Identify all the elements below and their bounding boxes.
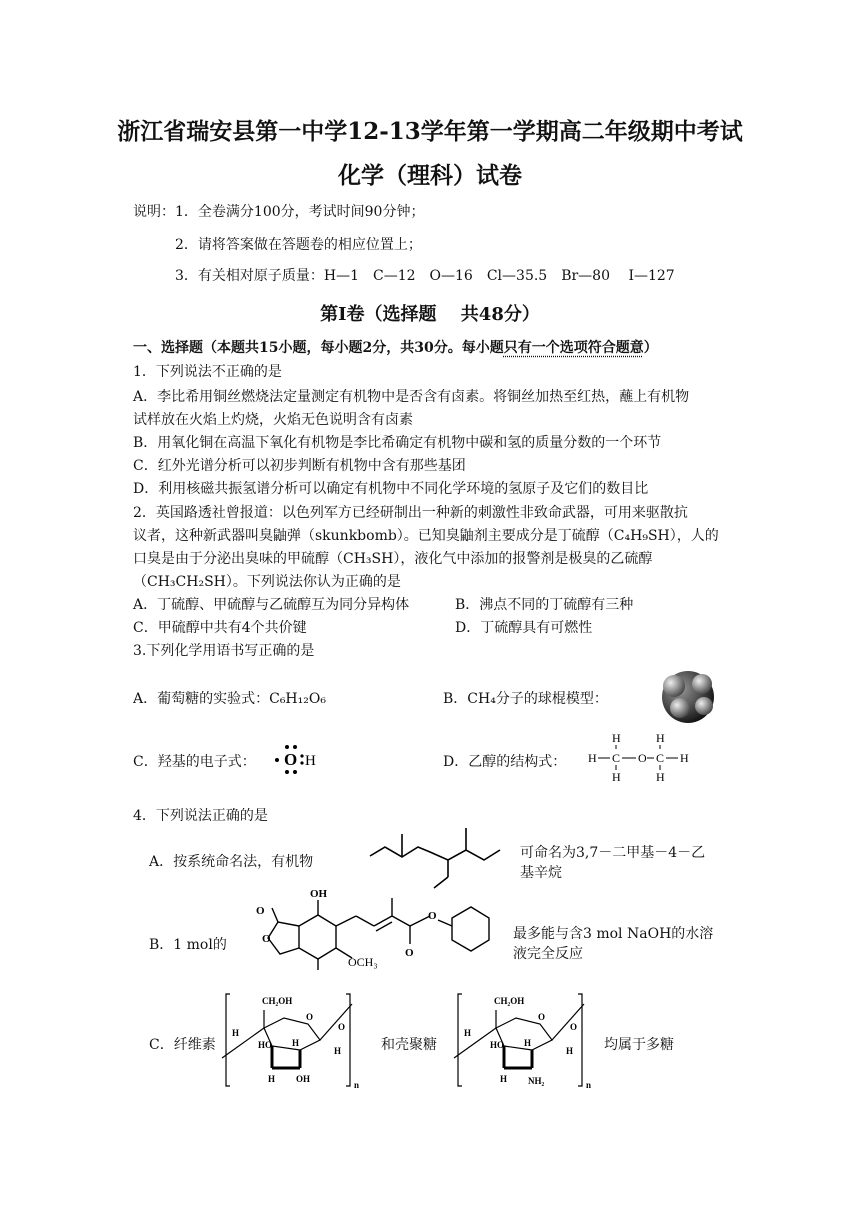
q1-line: 试样放在火焰上灼烧，火焰无色说明含有卤素	[133, 412, 413, 428]
atom-h: H	[292, 1038, 300, 1048]
q3-option-c: C．羟基的电子式：	[133, 754, 256, 770]
atom-o: O	[638, 751, 647, 765]
q3-stem: 3.下列化学用语书写正确的是	[133, 643, 315, 659]
atom-h: H	[612, 731, 621, 745]
carbonyl-o-label: O	[256, 905, 265, 917]
q4-option-b-pre: B．1 mol的	[149, 937, 227, 953]
atom-h: H	[524, 1038, 532, 1048]
part1-header-emphasis: 只有一个选项符合题意	[503, 340, 644, 356]
ester-carbonyl-o-label: O	[405, 947, 414, 959]
q4-option-a-pre: A．按系统命名法，有机物	[149, 854, 314, 870]
section-title: 第Ⅰ卷（选择题 共48分）	[320, 304, 540, 325]
atom-c: C	[612, 751, 621, 765]
atom-h: H	[500, 1074, 508, 1084]
note-1: 说明：1．全卷满分100分，考试时间90分钟；	[133, 204, 425, 220]
och3-label: OCH₃	[348, 955, 378, 969]
atom-h: H	[334, 1046, 342, 1056]
ethanol-structure	[582, 728, 692, 786]
q2-option-c: C．甲硫醇中共有4个共价键	[133, 620, 307, 636]
ring-o-label: O	[306, 1012, 314, 1022]
exam-subtitle: 化学（理科）试卷	[338, 162, 522, 189]
q2-line: 2．英国路透社曾报道：以色列军方已经研制出一种新的刺激性非致命武器，可用来驱散抗	[133, 505, 688, 521]
chitosan-structure	[448, 990, 598, 1090]
q1-stem: 1．下列说法不正确的是	[133, 364, 282, 380]
q4-option-b-post: 最多能与含3 mol NaOH的水溶	[513, 926, 714, 942]
part1-header-a: 一、选择题（本题共15小题，每小题2分，共30分。每小题	[133, 340, 504, 356]
q2-line: （CH₃CH₂SH）。下列说法你认为正确的是	[133, 574, 401, 590]
alkane-skeletal-formula	[366, 822, 506, 894]
q4-stem: 4．下列说法正确的是	[133, 808, 268, 824]
subscript-n: n	[586, 1080, 592, 1090]
q1-line: A．李比希用铜丝燃烧法定量测定有机物中是否含有卤素。将铜丝加热至红热，蘸上有机物	[133, 389, 690, 405]
q2-line: 口臭是由于分泌出臭味的甲硫醇（CH₃SH），液化气中添加的报警剂是极臭的乙硫醇	[133, 551, 653, 567]
q4-option-c-pre: C．纤维素	[149, 1037, 216, 1053]
atom-c: C	[656, 751, 665, 765]
oh-label: OH	[296, 1074, 311, 1084]
q1-line: B．用氧化铜在高温下氧化有机物是李比希确定有机物中碳和氢的质量分数的一个环节	[133, 435, 662, 451]
ester-compound-structure	[244, 886, 504, 970]
ring-o-label: O	[538, 1012, 546, 1022]
atom-h: H	[612, 770, 621, 784]
subscript-n: n	[354, 1080, 360, 1090]
atom-h: H	[268, 1074, 276, 1084]
ho-label: HO	[490, 1040, 505, 1050]
q2-line: 议者，这种新武器叫臭鼬弹（skunkbomb）。已知臭鼬剂主要成分是丁硫醇（C₄H₉SH），人的	[133, 528, 719, 544]
atom-h: H	[464, 1028, 472, 1038]
ch2oh-label: CH₂OH	[262, 996, 293, 1006]
q1-line: C．红外光谱分析可以初步判断有机物中含有那些基团	[133, 458, 466, 474]
q1-line: D．利用核磁共振氢谱分析可以确定有机物中不同化学环境的氢原子及它们的数目比	[133, 481, 649, 497]
q2-option-a: A．丁硫醇、甲硫醇与乙硫醇互为同分异构体	[133, 597, 410, 613]
q4-option-b-post: 液完全反应	[513, 946, 583, 962]
atom-h: H	[588, 751, 597, 765]
atom-h: H	[232, 1028, 240, 1038]
glycosidic-o-label: O	[338, 1022, 346, 1032]
q4-option-a-post: 可命名为3,7－二甲基－4－乙	[520, 845, 706, 861]
dot-o-label: O	[284, 750, 298, 769]
exam-title: 浙江省瑞安县第一中学12-13学年第一学期高二年级期中考试	[117, 118, 743, 145]
q2-option-b: B．沸点不同的丁硫醇有三种	[455, 597, 634, 613]
ho-label: HO	[258, 1040, 273, 1050]
note-3: 3．有关相对原子质量：H—1 C—12 O—16 Cl—35.5 Br—80 I—127	[175, 268, 675, 284]
atom-h: H	[656, 770, 665, 784]
q3-option-b: B．CH₄分子的球棍模型：	[443, 691, 608, 707]
atom-h: H	[566, 1046, 574, 1056]
q4-option-a-post: 基辛烷	[520, 865, 562, 881]
part1-header	[133, 337, 658, 357]
oh-label: OH	[310, 888, 328, 900]
ester-o-label: O	[428, 910, 437, 922]
q2-option-d: D．丁硫醇具有可燃性	[455, 620, 593, 636]
dot-h-label: H	[305, 753, 316, 769]
cellulose-structure	[220, 990, 365, 1090]
hydroxyl-electron-formula	[272, 741, 322, 775]
nh2-label: NH₂	[528, 1076, 545, 1086]
note-2: 2．请将答案做在答题卷的相应位置上；	[175, 237, 422, 253]
ch2oh-label: CH₂OH	[494, 996, 525, 1006]
q4-option-c-post: 均属于多糖	[604, 1037, 674, 1053]
glycosidic-o-label: O	[570, 1022, 578, 1032]
ch4-ball-model-image	[650, 664, 726, 726]
q3-option-a: A．葡萄糖的实验式：C₆H₁₂O₆	[133, 691, 326, 707]
part1-header-c: ）	[643, 340, 658, 356]
atom-h: H	[680, 751, 689, 765]
q4-option-c-mid: 和壳聚糖	[381, 1037, 437, 1053]
atom-h: H	[656, 731, 665, 745]
ring-o-label: O	[262, 933, 271, 945]
q3-option-d: D．乙醇的结构式：	[443, 754, 567, 770]
